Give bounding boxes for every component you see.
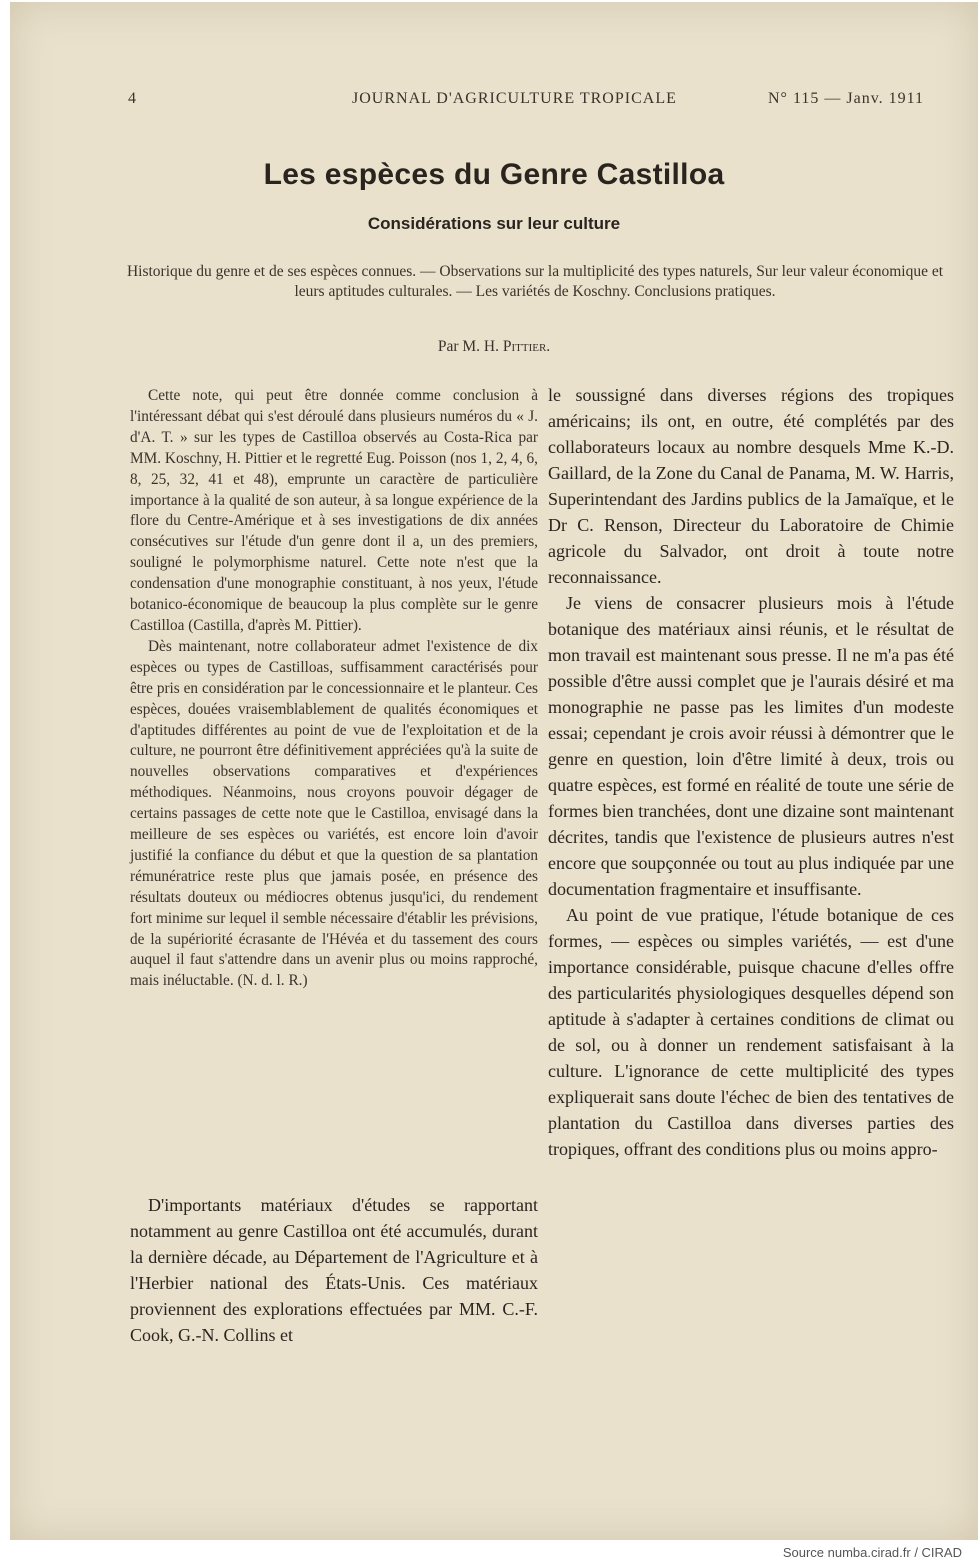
source-credit: Source numba.cirad.fr / CIRAD — [782, 1545, 962, 1560]
body-paragraph-3: Je viens de consacrer plusieurs mois à l'étude botanique des matériaux ainsi réunis, et le résultat de mon travail est maintenant sous presse. Il ne m'a pas été possible d'être aussi complet que je l'aurais désiré et ma monographie ne passe pas les limites d'un modeste essai; cependant je crois avoir réussi à démontrer que le genre en question, loin d'être limité à deux, trois ou quatre espèces, est formé en réalité de toute une série de formes bien tranchées, dont une dizaine sont maintenant décrites, tandis que l'existence de plusieurs autres n'est encore que soupçonnée ou tout au plus indiquée par une documentation fragmentaire et insuffisante. — [548, 593, 954, 899]
author-prefix: Par M. H. — [437, 338, 503, 355]
author-line — [10, 338, 978, 356]
article-summary: Historique du genre et de ses espèces connues. — Observations sur la multiplicité des types naturels, Sur leur valeur économique et leurs aptitudes culturales. — Les variétés de Koschny. Conclusions pratiques. — [126, 263, 944, 300]
body-right-column — [548, 382, 954, 1162]
editor-note-paragraph-1: Cette note, qui peut être donnée comme conclusion à l'intéressant débat qui s'est déroulé dans plusieurs numéros du « J. d'A. T. » sur les types de Castilloa observés au Costa-Rica par MM. Koschny, H. Pittier et le regretté Eug. Poisson (nos 1, 2, 4, 6, 8, 25, 32, 41 et 48), emprunte un caractère de particulière importance à la qualité de son auteur, à sa longue expérience de la flore du Centre-Amérique et à ses investigations de dix années consécutives sur l'étude d'un genre dont il a, un des premiers, souligné le polymorphisme naturel. Cette note n'est que la condensation d'une monographie constituant, à nos yeux, l'étude botanico-économique de beaucoup la plus complète sur le genre Castilloa (Castilla, d'après M. Pittier). — [130, 387, 538, 634]
author-name: Pittier. — [502, 338, 551, 355]
body-paragraph-1: D'importants matériaux d'études se rapportant notamment au genre Castilloa ont été accumulés, durant la dernière décade, au Département de l'Agriculture et à l'Herbier national des États-Unis. Ces matériaux proviennent des explorations effectuées par MM. C.-F. Cook, G.-N. Collins et — [130, 1195, 538, 1345]
issue-date: N° 115 — Janv. 1911 — [768, 90, 925, 107]
body-left-column — [130, 1192, 538, 1348]
page-number: 4 — [128, 90, 137, 107]
body-paragraph-2: le soussigné dans diverses régions des tropiques américains; ils ont, en outre, été complétés par des collaborateurs locaux au nombre desquels Mme K.-D. Gaillard, de la Zone du Canal de Panama, M. W. Harris, Superintendant des Jardins publics de la Jamaïque, et le Dr C. Renson, Directeur du Laboratoire de Chimie agricole du Salvador, ont droit à toute notre reconnaissance. — [548, 385, 954, 587]
body-paragraph-4: Au point de vue pratique, l'étude botanique de ces formes, — espèces ou simples variétés, — est d'une importance considérable, puisque chacune d'elles offre des particularités physiologiques desquelles dépend son aptitude à s'adapter à certaines conditions de climat ou de sol, ou à donner un rendement satisfaisant à la culture. L'ignorance de cette multiplicité des types expliquerait sans doute l'échec de bien des tentatives de plantation du Castilloa dans diverses parties des tropiques, offrant des conditions plus ou moins appro- — [548, 905, 954, 1159]
article-title: Les espèces du Genre Castilloa — [263, 158, 725, 191]
article-subtitle: Considérations sur leur culture — [367, 214, 621, 233]
editor-note-paragraph-2: Dès maintenant, notre collaborateur admet l'existence de dix espèces ou types de Castilloas, suffisamment caractérisés pour être pris en considération par le concessionnaire et le planteur. Ces espèces, douées vraisemblablement de qualités économiques et d'aptitudes différentes au point de vue de l'exploitation et de la culture, ne pourront être définitivement appréciées qu'à la suite de nouvelles observations comparatives et d'expériences méthodiques. Néanmoins, nous croyons pouvoir dégager de certains passages de cette note que le Castilloa, envisagé dans la meilleure de ses espèces ou variétés, est encore loin d'avoir justifié la confiance du début et que la question de sa plantation rémunératrice reste plus que jamais posée, en présence des résultats douteux ou médiocres obtenus jusqu'ici, du rendement fort minime sur lequel il semble nécessaire d'établir les prévisions, de la supériorité écrasante de l'Hévéa et du tassement des cours auquel il faut s'attendre dans un avenir plus ou moins rapproché, mais inéluctable. (N. d. l. R.) — [130, 637, 538, 990]
scanned-page — [10, 2, 978, 1540]
journal-title: JOURNAL D'AGRICULTURE TROPICALE — [352, 90, 677, 107]
editor-note — [130, 386, 538, 992]
